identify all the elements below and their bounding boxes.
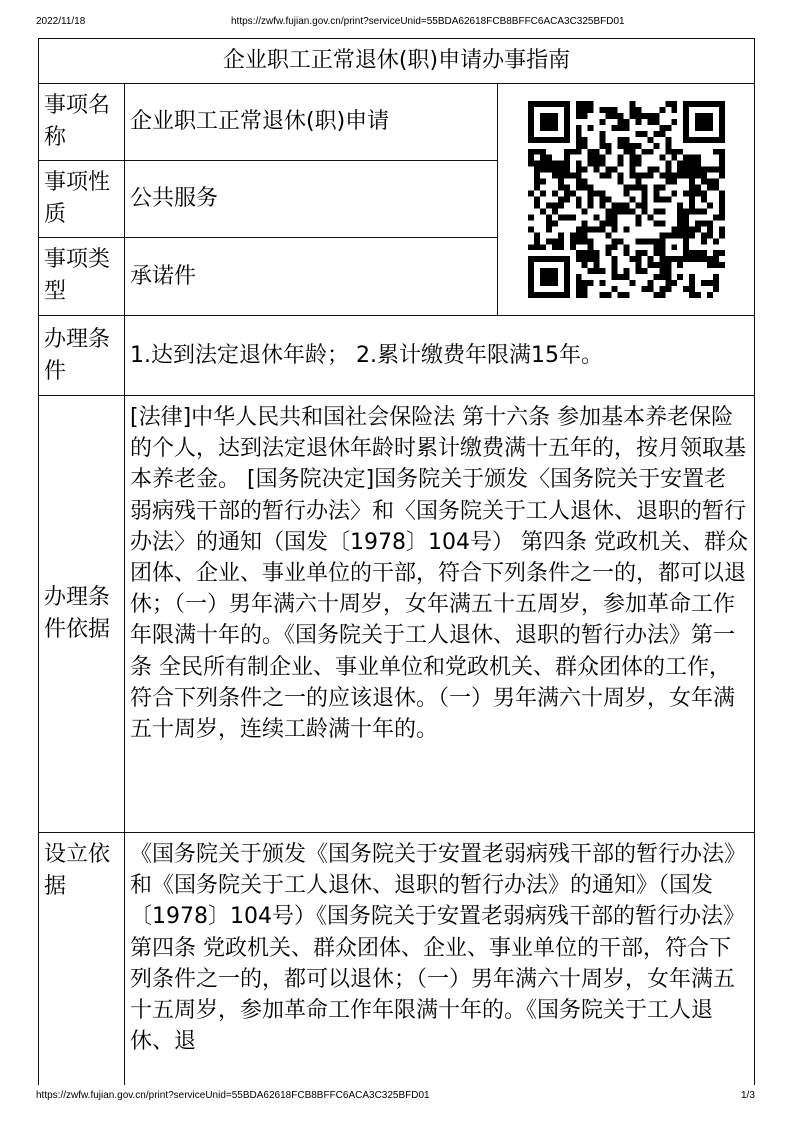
row-item-nature	[39, 161, 497, 238]
value-conditions-basis: [法律]中华人民共和国社会保险法 第十六条 参加基本养老保险的个人，达到法定退休年龄时累计缴费满十五年的，按月领取基本养老金。 [国务院决定]国务院关于颁发〈国务院关于安置老弱病残干部的暂行办法〉和〈国务院关于工人退休、退职的暂行办法〉的通知（国发〔1978〕104号） 第四条 党政机关、群众团体、企业、事业单位的干部，符合下列条件之一的，都可以退休；（一）男年满六十周岁，女年满五十五周岁，参加革命工作年限满十年的。《国务院关于工人退休、退职的暂行办法》第一条 全民所有制企业、事业单位和党政机关、群众团体的工作，符合下列条件之一的应该退休。（一）男年满六十周岁，女年满五十周岁，连续工龄满十年的。	[130, 405, 748, 743]
label-item-type: 事项类型	[39, 238, 125, 315]
print-date: 2022/11/18	[36, 16, 86, 27]
qr-code-icon[interactable]	[528, 101, 725, 298]
value-item-name: 企业职工正常退休(职)申请	[130, 109, 390, 134]
value-establishment-basis: 《国务院关于颁发《国务院关于安置老弱病残干部的暂行办法》和《国务院关于工人退休、退职的暂行办法》的通知》（国发〔1978〕104号）《国务院关于安置老弱病残干部的暂行办法》第四条 党政机关、群众团体、企业、事业单位的干部，符合下列条件之一的，都可以退休；（一）男年满六十周岁，女年满五十五周岁，参加革命工作年限满十年的。《国务院关于工人退休、退	[130, 842, 747, 1055]
print-footer	[0, 1090, 793, 1104]
value-item-nature: 公共服务	[130, 186, 219, 211]
row-item-type	[39, 238, 497, 315]
value-conditions: 1.达到法定退休年龄； 2.累计缴费年限满15年。	[130, 342, 603, 368]
value-item-type: 承诺件	[130, 263, 197, 289]
qr-cell	[498, 84, 754, 315]
guide-document	[38, 38, 755, 1085]
label-establishment-basis: 设立依据	[39, 833, 125, 1085]
print-url-header[interactable]: https://zwfw.fujian.gov.cn/print?serviceUnid=55BDA62618FCB8BFFC6ACA3C325BFD01	[231, 16, 625, 27]
row-conditions-basis	[39, 396, 754, 833]
summary-block	[39, 84, 754, 316]
row-establishment-basis	[39, 833, 754, 1085]
summary-fields	[39, 84, 498, 315]
label-item-name: 事项名称	[39, 84, 125, 160]
label-conditions-basis: 办理条件依据	[39, 396, 125, 832]
label-item-nature: 事项性质	[39, 161, 125, 237]
print-header	[0, 16, 793, 30]
row-item-name	[39, 84, 497, 161]
page-number: 1/3	[741, 1090, 755, 1101]
print-url-footer[interactable]: https://zwfw.fujian.gov.cn/print?serviceUnid=55BDA62618FCB8BFFC6ACA3C325BFD01	[36, 1090, 430, 1101]
document-title: 企业职工正常退休(职)申请办事指南	[39, 39, 754, 84]
row-conditions	[39, 316, 754, 396]
label-conditions: 办理条件	[39, 316, 125, 395]
